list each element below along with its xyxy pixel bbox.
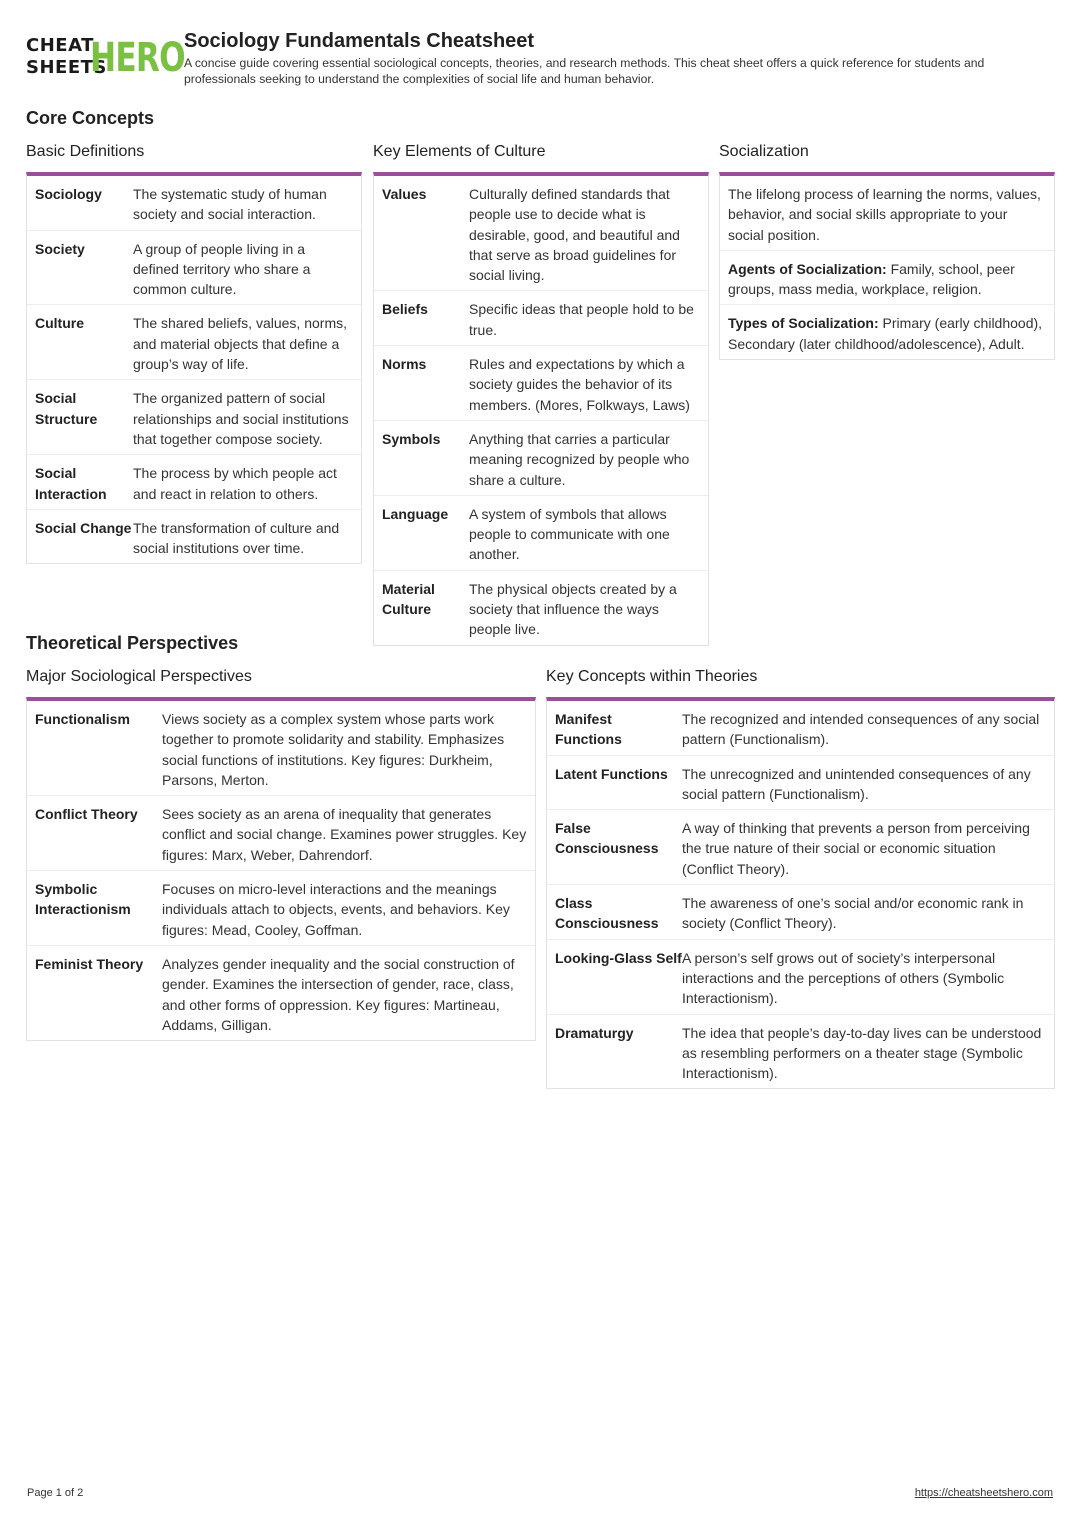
types-text: Primary (early childhood), Secondary (later childhood/adolescence), Adult. (728, 315, 1043, 352)
block-title-basic-definitions: Basic Definitions (26, 143, 145, 160)
term: Sociology (35, 186, 102, 202)
table-row (374, 571, 708, 645)
table-row (27, 701, 535, 796)
agents-label: Agents of Socialization: (728, 260, 887, 277)
logo-text-cheat: CHEAT (26, 35, 94, 56)
definition: The transformation of culture and social institutions over time. (133, 519, 340, 557)
site-link[interactable]: https://cheatsheetshero.com (914, 1487, 1053, 1499)
term: Class Consciousness (555, 895, 659, 932)
definition: The idea that people’s day-to-day lives can be understood as resembling performers on a theater stage (Symbolic Interactionism). (682, 1024, 1042, 1082)
term: Material Culture (382, 580, 435, 618)
page-description: A concise guide covering essential sociological concepts, theories, and research methods. This cheat sheet offers a quick reference for students and professionals seeking to understand the complexities of social life and human behavior. (184, 56, 985, 86)
definition: Anything that carries a particular meaning recognized by people who share a culture. (469, 430, 690, 488)
table-row (27, 380, 361, 455)
definition: Rules and expectations by which a society guides the behavior of its members. (Mores, Folkways, Laws) (469, 356, 690, 413)
term: False Consciousness (555, 820, 659, 857)
term: Feminist Theory (35, 955, 144, 972)
definition: A person’s self grows out of society’s interpersonal interactions and the perceptions of others (Symbolic Interactionism). (682, 949, 1005, 1007)
section-title-core-concepts: Core Concepts (26, 108, 155, 128)
definition: Specific ideas that people hold to be true. (469, 301, 694, 338)
agents-text: Family, school, peer groups, mass media, workplace, religion. (728, 260, 1015, 298)
definition: A system of symbols that allows people to communicate with one another. (469, 505, 670, 563)
socialization-intro: The lifelong process of learning the norms, values, behavior, and social skills appropriate to your social position. (720, 176, 1054, 251)
table-row (27, 176, 361, 231)
table-row (27, 946, 535, 1040)
page-number: Page 1 of 2 (27, 1487, 84, 1499)
term: Functionalism (35, 711, 130, 727)
term: Social Structure (35, 390, 98, 427)
term: Language (382, 505, 449, 522)
culture-card (373, 172, 709, 646)
table-row (547, 940, 1054, 1015)
block-title-major-perspectives: Major Sociological Perspectives (26, 668, 252, 685)
definition: A group of people living in a defined territory who share a common culture. (133, 240, 311, 298)
types-label: Types of Socialization: (728, 315, 879, 332)
key-concepts-card (546, 697, 1055, 1089)
term: Conflict Theory (35, 806, 138, 823)
definition: The process by which people act and react in relation to others. (133, 465, 337, 502)
socialization-card (719, 172, 1055, 360)
table-row (374, 346, 708, 421)
logo-text-hero: HERO (90, 35, 185, 81)
table-row (27, 871, 535, 946)
table-row (374, 176, 708, 291)
page-header (26, 30, 1056, 90)
definition: A way of thinking that prevents a person from perceiving the true nature of their social or economic situation (Conflict Theory). (682, 820, 1030, 877)
term: Latent Functions (555, 765, 668, 782)
definition: Focuses on micro-level interactions and the meanings individuals attach to objects, events, and behaviors. Key figures: Mead, Cooley, Goffman. (162, 881, 510, 938)
perspectives-card (26, 697, 536, 1041)
term: Society (35, 240, 85, 257)
cheatsheetshero-logo[interactable] (26, 34, 185, 81)
term: Symbolic Interactionism (35, 881, 131, 918)
block-title-socialization: Socialization (719, 143, 809, 160)
definition: Analyzes gender inequality and the social construction of gender. Examines the intersection of gender, race, class, and other forms of oppression. Key figures: Martineau, Addams, Gilligan. (162, 955, 515, 1033)
definition: Sees society as an arena of inequality that generates conflict and social change. Examines power struggles. Key figures: Marx, Weber, Dahrendorf. (162, 806, 527, 863)
definition: Culturally defined standards that people use to decide what is desirable, good, and beautiful and that serve as broad guidelines for social living. (469, 186, 680, 284)
table-row (547, 885, 1054, 940)
definition: The systematic study of human society and social interaction. (133, 186, 327, 223)
page-title: Sociology Fundamentals Cheatsheet (184, 30, 535, 52)
table-row (374, 421, 708, 496)
table-row (547, 756, 1054, 811)
block-title-key-concepts: Key Concepts within Theories (546, 668, 758, 685)
definition: The physical objects created by a society that influence the ways people live. (469, 580, 677, 638)
socialization-types (720, 305, 1054, 359)
table-row (547, 810, 1054, 885)
table-row (547, 1015, 1054, 1089)
table-row (27, 510, 361, 564)
logo-text-sheets: SHEETS (26, 57, 107, 78)
table-row (547, 701, 1054, 756)
term: Norms (382, 356, 427, 373)
definition: The awareness of one’s social and/or economic rank in society (Conflict Theory). (682, 895, 1024, 932)
definition: Views society as a complex system whose parts work together to promote solidarity and stability. Emphasizes social functions of institutions. Key figures: Durkheim, Parsons, Merton. (162, 711, 505, 788)
table-row (27, 305, 361, 380)
table-row (374, 291, 708, 346)
table-row (27, 455, 361, 510)
definition: The organized pattern of social relationships and social institutions that together compose society. (133, 390, 349, 447)
socialization-agents (720, 251, 1054, 306)
table-row (374, 496, 708, 571)
table-row (27, 231, 361, 306)
term: Culture (35, 315, 84, 332)
term: Beliefs (382, 301, 428, 318)
term: Dramaturgy (555, 1024, 634, 1041)
term: Social Change (35, 519, 132, 536)
definition: The unrecognized and unintended consequences of any social pattern (Functionalism). (682, 765, 1031, 802)
definition: The shared beliefs, values, norms, and material objects that define a group’s way of life. (133, 315, 347, 373)
term: Looking-Glass Self (555, 949, 682, 966)
table-row (27, 796, 535, 871)
section-title-theoretical-perspectives: Theoretical Perspectives (26, 633, 239, 653)
term: Symbols (382, 430, 441, 447)
term: Social Interaction (35, 465, 107, 502)
term: Manifest Functions (555, 711, 622, 748)
definition: The recognized and intended consequences of any social pattern (Functionalism). (682, 711, 1040, 748)
block-title-key-elements-of-culture: Key Elements of Culture (373, 143, 546, 160)
term: Values (382, 186, 427, 202)
basic-definitions-card (26, 172, 362, 564)
